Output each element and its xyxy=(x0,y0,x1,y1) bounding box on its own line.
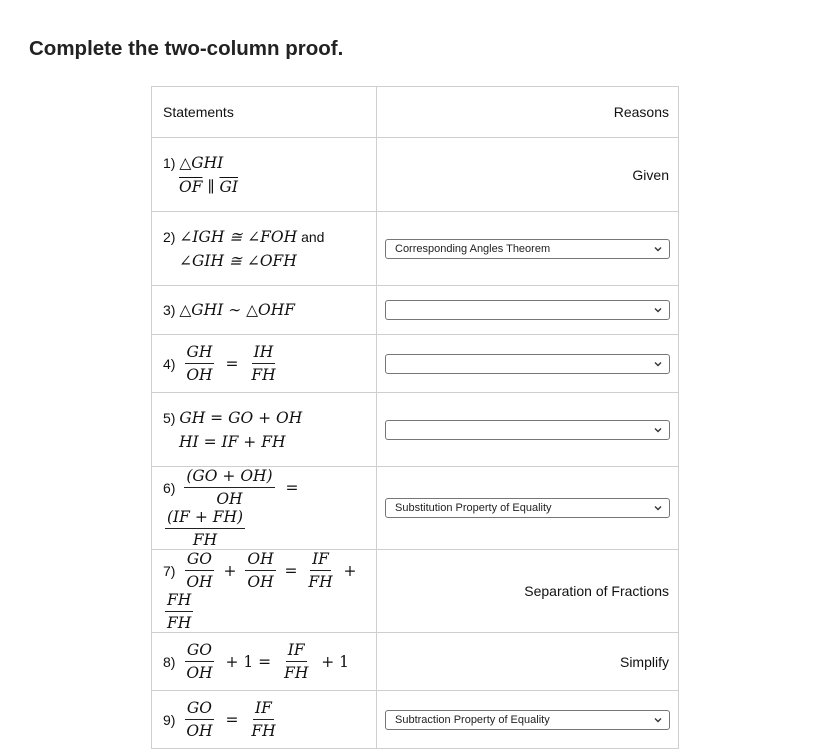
dropdown-value: Substitution Property of Equality xyxy=(395,502,552,514)
segment-gi: $\overline{GI}$ xyxy=(219,177,238,196)
fraction: $\frac{IF}{FH}$ xyxy=(251,699,276,740)
header-row xyxy=(152,87,679,138)
statement-expression: HI = IF + FH xyxy=(179,432,286,451)
fraction: $\frac{(IF + FH)}{FH}$ xyxy=(167,508,244,549)
statement-1 xyxy=(152,138,377,212)
reason-dropdown-5[interactable] xyxy=(385,420,670,440)
proof-row-8 xyxy=(152,633,679,691)
dropdown-value: Subtraction Property of Equality xyxy=(395,713,550,726)
statement-4: 4) $\frac{GH}{OH}$ = $\frac{IH}{FH}$ xyxy=(152,335,377,393)
fraction: $\frac{FH}{FH}$ xyxy=(167,591,192,632)
statement-5 xyxy=(152,393,377,467)
statement-2 xyxy=(152,212,377,286)
reason-dropdown-9[interactable] xyxy=(385,710,670,730)
chevron-down-icon xyxy=(653,502,663,514)
reason-7: Separation of Fractions xyxy=(377,550,679,633)
proof-row-6 xyxy=(152,467,679,550)
statement-expression: △GHI xyxy=(179,153,224,172)
step-number: 8) xyxy=(163,653,176,670)
step-number: 6) xyxy=(163,479,176,496)
statement-expression: GH = GO + OH xyxy=(179,408,303,427)
fraction: $\frac{(GO + OH)}{OH}$ xyxy=(186,467,273,508)
fraction: $\frac{GO}{OH}$ xyxy=(186,641,213,682)
reason-8: Simplify xyxy=(377,633,679,691)
reason-3 xyxy=(377,286,679,335)
statement-8: 8) $\frac{GO}{OH}$ + 1 = $\frac{IF}{FH}$ + 1 xyxy=(152,633,377,691)
reason-dropdown-2[interactable] xyxy=(385,239,670,259)
fraction: $\frac{OH}{OH}$ xyxy=(247,550,274,591)
fraction: $\frac{GH}{OH}$ xyxy=(186,343,213,384)
statement-expression: △GHI ∼ △OHF xyxy=(179,301,296,319)
segment-of: $\overline{OF}$ xyxy=(179,177,203,196)
step-number: 2) xyxy=(163,228,176,245)
fraction: $\frac{GO}{OH}$ xyxy=(186,699,213,740)
reason-dropdown-3[interactable] xyxy=(385,300,670,320)
step-number: 7) xyxy=(163,562,176,579)
proof-row-2 xyxy=(152,212,679,286)
reasons-header: Reasons xyxy=(377,87,679,138)
reason-2 xyxy=(377,212,679,286)
statement-6: 6) $\frac{(GO + OH)}{OH}$ = $\frac{(IF + FH)}{FH}$ xyxy=(152,467,377,550)
parallel-symbol: ∥ xyxy=(202,177,220,196)
fraction: $\frac{IF}{FH}$ xyxy=(308,550,333,591)
proof-row-5 xyxy=(152,393,679,467)
reason-dropdown-4[interactable] xyxy=(385,354,670,374)
reason-5 xyxy=(377,393,679,467)
dropdown-value: Corresponding Angles Theorem xyxy=(395,242,551,255)
proof-row-1 xyxy=(152,138,679,212)
proof-row-3 xyxy=(152,286,679,335)
step-number: 1) xyxy=(163,154,176,171)
chevron-down-icon xyxy=(653,243,663,255)
proof-row-7 xyxy=(152,550,679,633)
step-number: 9) xyxy=(163,711,176,728)
fraction: $\frac{GO}{OH}$ xyxy=(186,550,213,591)
reason-1: Given xyxy=(377,138,679,212)
statement-9: 9) $\frac{GO}{OH}$ = $\frac{IF}{FH}$ xyxy=(152,691,377,749)
reason-dropdown-6[interactable] xyxy=(385,498,670,518)
chevron-down-icon xyxy=(653,358,663,370)
statement-7: 7) $\frac{GO}{OH}$ + $\frac{OH}{OH}$ = $\frac{IF}{FH}$ + $\frac{FH}{FH}$ xyxy=(152,550,377,633)
reason-6 xyxy=(377,467,679,550)
statement-3 xyxy=(152,286,377,335)
reason-9 xyxy=(377,691,679,749)
reason-4 xyxy=(377,335,679,393)
and-text: and xyxy=(301,228,325,245)
fraction: $\frac{IH}{FH}$ xyxy=(251,343,276,384)
step-number: 3) xyxy=(163,302,176,318)
statements-header: Statements xyxy=(152,87,377,138)
step-number: 5) xyxy=(163,409,176,426)
chevron-down-icon xyxy=(653,714,663,726)
statement-expression: ∠GIH ≅ ∠OFH xyxy=(179,251,297,270)
proof-table xyxy=(151,86,679,749)
chevron-down-icon xyxy=(653,424,663,436)
statement-expression: ∠IGH ≅ ∠FOH xyxy=(179,227,298,246)
chevron-down-icon xyxy=(653,304,663,316)
proof-row-9 xyxy=(152,691,679,749)
page-title: Complete the two-column proof. xyxy=(29,37,344,60)
fraction: $\frac{IF}{FH}$ xyxy=(284,641,309,682)
step-number: 4) xyxy=(163,355,176,372)
proof-row-4 xyxy=(152,335,679,393)
